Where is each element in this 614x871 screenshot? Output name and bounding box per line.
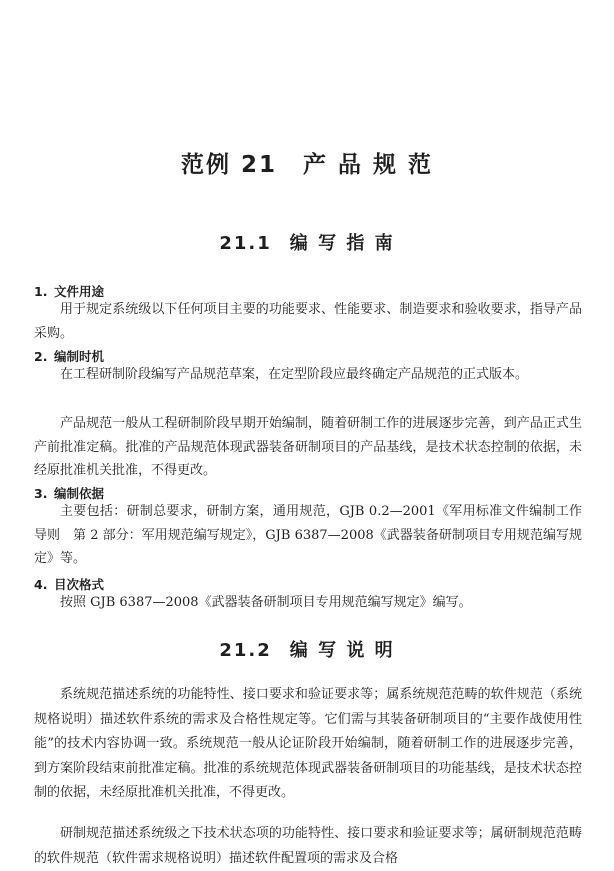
paragraph-toc-format: 按照 GJB 6387—2008《武器装备研制项目专用规范编写规定》编写。 [60, 595, 472, 610]
item-title: 编制依据 [54, 486, 105, 501]
section-heading-21-2 [0, 636, 614, 662]
item-title: 编制时机 [54, 349, 105, 364]
paragraph-timing-1: 在工程研制阶段编写产品规范草案，在定型阶段应最终确定产品规范的正式版本。 [60, 367, 529, 382]
item-number: 1. [34, 284, 48, 299]
paragraph-basis: 主要包括：研制总要求，研制方案，通用规范，GJB 0.2—2001《军用标准文件编制工作导则 第 2 部分：军用规范编写规定》，GJB 6387—2008《武器装备研制项目专用规范编写规定》等。 [34, 504, 582, 566]
section-number: 21.2 [219, 640, 272, 661]
item-number: 3. [34, 486, 48, 501]
section-heading-21-1 [0, 229, 614, 255]
item-number: 4. [34, 577, 48, 592]
paragraph-file-purpose: 用于规定系统级以下任何项目主要的功能要求、性能要求、制造要求和验收要求，指导产品采购。 [34, 302, 582, 341]
item-title: 文件用途 [54, 284, 105, 299]
paragraph-timing-2: 产品规范一般从工程研制阶段早期开始编制，随着研制工作的进展逐步完善，到产品正式生产前批准定稿。批准的产品规范体现武器装备研制项目的产品基线，是技术状态控制的依据，未经原批准机关批准，不得更改。 [34, 416, 582, 478]
chapter-title [0, 146, 614, 179]
section-number: 21.1 [219, 233, 272, 254]
section-title: 编 写 指 南 [289, 233, 395, 254]
chapter-name: 产 品 规 范 [302, 152, 434, 178]
item-number: 2. [34, 349, 48, 364]
chapter-label: 范例 21 [180, 152, 277, 178]
paragraph-development-spec: 研制规范描述系统级之下技术状态项的功能特性、接口要求和验证要求等；属研制规范范畴的软件规范（软件需求规格说明）描述软件配置项的需求及合格 [34, 826, 582, 866]
item-title: 目次格式 [54, 577, 105, 592]
section-title: 编 写 说 明 [289, 640, 395, 661]
paragraph-system-spec: 系统规范描述系统的功能特性、接口要求和验证要求等；属系统规范范畴的软件规范（系统规格说明）描述软件系统的需求及合格性规定等。它们需与其装备研制项目的“主要作战使用性能”的技术内容协调一致。系统规范一般从论证阶段开始编制，随着研制工作的进展逐步完善，到方案阶段结束前批准定稿。批准的系统规范体现武器装备研制项目的功能基线，是技术状态控制的依据，未经原批准机关批准，不得更改。 [34, 687, 582, 800]
